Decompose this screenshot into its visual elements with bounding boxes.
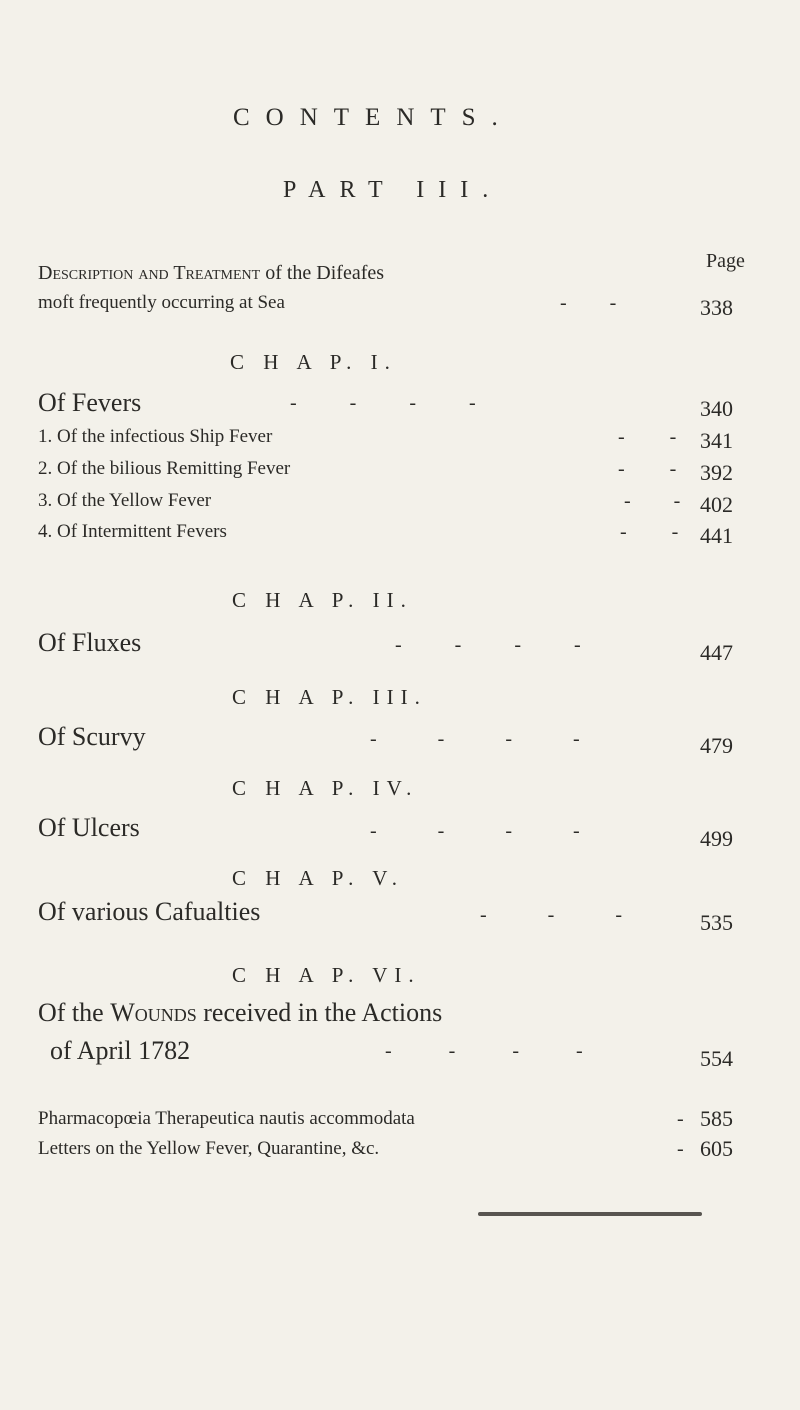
chap-1-label: C H A P. I. [230, 350, 397, 374]
fever-item-4-page: 441 [700, 523, 733, 548]
chap-6-line-1 [38, 998, 442, 1028]
chap-1-page: 340 [700, 396, 733, 421]
fever-item-4-dashes: - - [620, 521, 679, 543]
chap-3-page: 479 [700, 733, 733, 758]
chap-2-dashes: - - - - [395, 634, 581, 656]
chap-3-title: Of Scurvy [38, 722, 146, 751]
extra-pharmacopoeia-page: 585 [700, 1106, 733, 1131]
chap-5-title: Of various Cafualties [38, 897, 261, 926]
fever-item-2: 2. Of the bilious Remitting Fever [38, 458, 291, 479]
chap-4-dashes: - - - - [370, 820, 580, 842]
description-line-1-end: of the Difeafes [260, 262, 385, 284]
extra-letters: Letters on the Yellow Fever, Quarantine, &c. [38, 1138, 380, 1159]
chap-6-label: C H A P. VI. [232, 963, 421, 987]
description-line-1 [38, 262, 384, 285]
description-line-2: moft frequently occurring at Sea [38, 292, 285, 313]
chap-6-dashes: - - - - [385, 1040, 583, 1062]
chap-6-word-wounds: Wounds [110, 998, 197, 1027]
description-dashes: - - [560, 292, 617, 314]
chap-2-label: C H A P. II. [232, 588, 413, 612]
description-word-description: Description and [38, 262, 174, 284]
extra-pharmacopoeia: Pharmacopœia Therapeutica nautis accommodata [38, 1108, 415, 1129]
chap-2-title: Of Fluxes [38, 628, 142, 657]
page-column-label: Page [706, 250, 745, 272]
chap-5-label: C H A P. V. [232, 866, 404, 890]
chap-5-page: 535 [700, 910, 733, 935]
chap-2-page: 447 [700, 640, 733, 665]
chap-6-page: 554 [700, 1046, 733, 1071]
chap-4-page: 499 [700, 826, 733, 851]
chap-5-dashes: - - - [480, 904, 622, 926]
extra-letters-page: 605 [700, 1136, 733, 1161]
fever-item-1-page: 341 [700, 428, 733, 453]
chap-1-title: Of Fevers [38, 388, 142, 417]
description-word-treatment: Treatment [173, 262, 261, 284]
part-heading: PART III. [283, 177, 503, 203]
fever-item-3: 3. Of the Yellow Fever [38, 490, 212, 511]
chap-4-label: C H A P. IV. [232, 776, 419, 800]
fever-item-1: 1. Of the infectious Ship Fever [38, 426, 273, 447]
decorative-rule [478, 1212, 702, 1216]
fever-item-4: 4. Of Intermittent Fevers [38, 521, 227, 542]
fever-item-1-dashes: - - [618, 426, 677, 448]
extra-letters-dash: - [677, 1138, 684, 1160]
chap-1-dashes: - - - - [290, 392, 476, 414]
chap-3-label: C H A P. III. [232, 685, 427, 709]
extra-pharmacopoeia-dash: - [677, 1108, 684, 1130]
contents-heading: CONTENTS. [233, 104, 514, 131]
chap-4-title: Of Ulcers [38, 813, 140, 842]
fever-item-2-page: 392 [700, 460, 733, 485]
chap-6-line-1-end: received in the Actions [196, 998, 443, 1027]
fever-item-3-page: 402 [700, 492, 733, 517]
fever-item-2-dashes: - - [618, 458, 677, 480]
description-page: 338 [700, 295, 733, 320]
chap-3-dashes: - - - - [370, 728, 580, 750]
fever-item-3-dashes: - - [624, 490, 681, 512]
chap-6-line-1-start: Of the [38, 998, 111, 1027]
chap-6-line-2: of April 1782 [50, 1036, 191, 1065]
